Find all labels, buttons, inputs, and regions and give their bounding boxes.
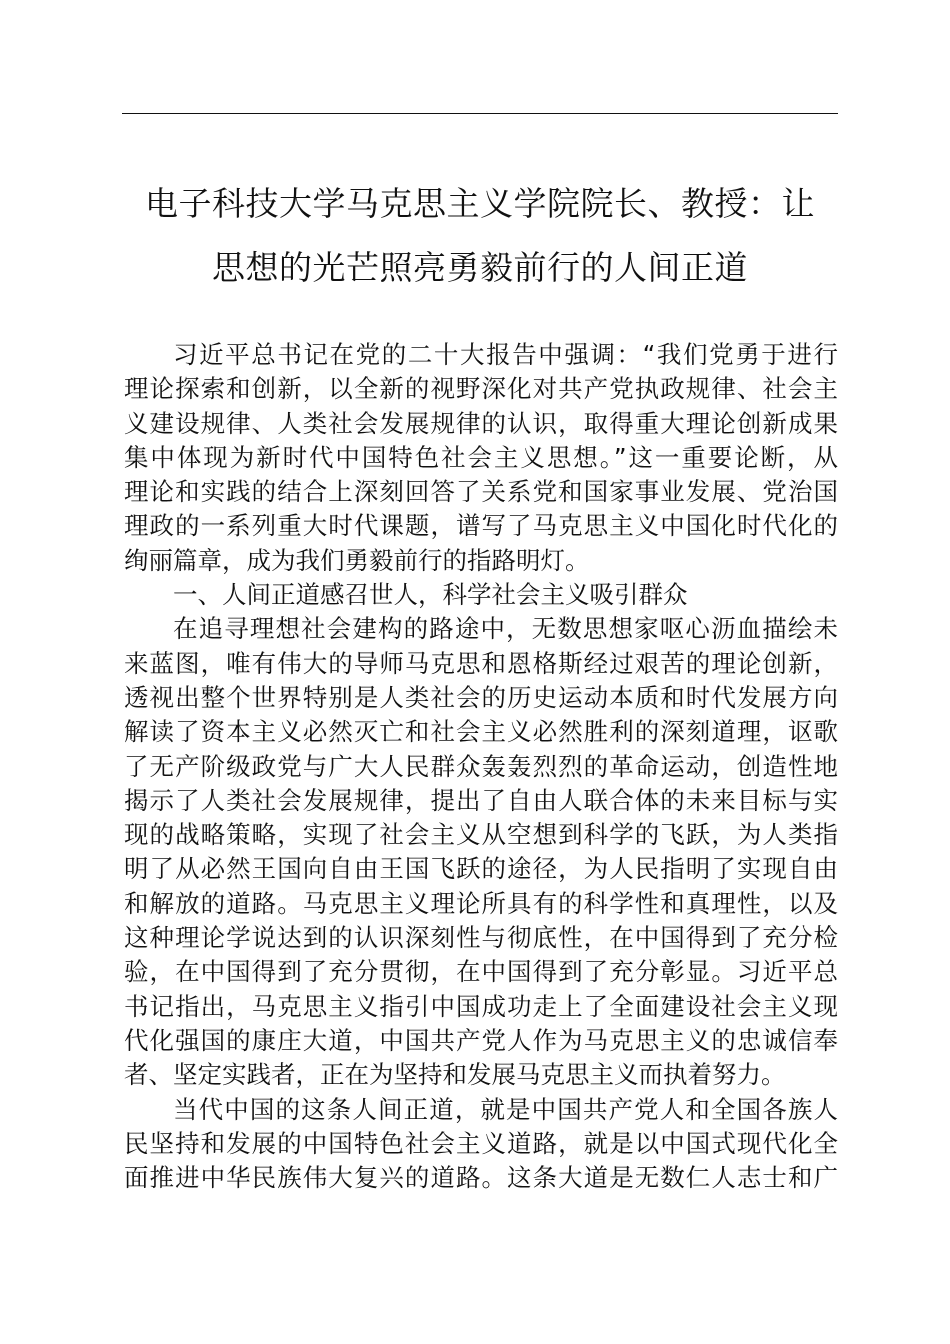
text-line: 代化强国的康庄大道，中国共产党人作为马克思主义的忠诚信奉 bbox=[124, 1025, 838, 1055]
paragraph-intro bbox=[124, 338, 838, 578]
text-line: 来蓝图，唯有伟大的导师马克思和恩格斯经过艰苦的理论创新， bbox=[124, 648, 838, 678]
title-line: 思想的光芒照亮勇毅前行的人间正道 bbox=[212, 248, 748, 287]
text-line: 理论探索和创新，以全新的视野深化对共产党执政规律、社会主 bbox=[124, 374, 838, 404]
paragraph-body bbox=[124, 612, 838, 1092]
text-line: 明了从必然王国向自由王国飞跃的途径，为人民指明了实现自由 bbox=[124, 854, 838, 884]
text-line: 义建设规律、人类社会发展规律的认识，取得重大理论创新成果 bbox=[124, 408, 838, 438]
text-line: 现的战略策略，实现了社会主义从空想到科学的飞跃，为人类指 bbox=[124, 820, 838, 850]
text-line: 集中体现为新时代中国特色社会主义思想。”这一重要论断，从 bbox=[124, 442, 838, 472]
text-line: 验，在中国得到了充分贯彻，在中国得到了充分彰显。习近平总 bbox=[124, 957, 838, 987]
document-body bbox=[124, 338, 838, 1195]
text-line: 者、坚定实践者，正在为坚持和发展马克思主义而执着努力。 bbox=[124, 1060, 786, 1090]
document-title bbox=[110, 172, 850, 300]
text-line: 习近平总书记在党的二十大报告中强调：“我们党勇于进行 bbox=[173, 340, 838, 369]
text-line: 绚丽篇章，成为我们勇毅前行的指路明灯。 bbox=[124, 545, 590, 575]
text-line: 透视出整个世界特别是人类社会的历史运动本质和时代发展方向 bbox=[124, 682, 838, 712]
text-line: 理论和实践的结合上深刻回答了关系党和国家事业发展、党治国 bbox=[124, 477, 838, 507]
text-line: 面推进中华民族伟大复兴的道路。这条大道是无数仁人志士和广 bbox=[124, 1163, 838, 1193]
text-line: 在追寻理想社会建构的路途中，无数思想家呕心沥血描绘未 bbox=[173, 614, 838, 644]
heading-line: 一、人间正道感召世人，科学社会主义吸引群众 bbox=[173, 580, 688, 610]
text-line: 和解放的道路。马克思主义理论所具有的科学性和真理性，以及 bbox=[124, 888, 838, 918]
header-rule bbox=[122, 113, 838, 114]
text-line: 解读了资本主义必然灭亡和社会主义必然胜利的深刻道理，讴歌 bbox=[124, 717, 838, 747]
text-line: 理政的一系列重大时代课题，谱写了马克思主义中国化时代化的 bbox=[124, 511, 838, 541]
text-line: 揭示了人类社会发展规律，提出了自由人联合体的未来目标与实 bbox=[124, 785, 838, 815]
title-line: 电子科技大学马克思主义学院院长、教授：让 bbox=[145, 184, 815, 223]
text-line: 书记指出，马克思主义指引中国成功走上了全面建设社会主义现 bbox=[124, 991, 838, 1021]
text-line: 当代中国的这条人间正道，就是中国共产党人和全国各族人 bbox=[173, 1094, 838, 1124]
text-line: 这种理论学说达到的认识深刻性与彻底性，在中国得到了充分检 bbox=[124, 923, 838, 953]
section-heading bbox=[124, 578, 838, 612]
paragraph-body bbox=[124, 1093, 838, 1196]
text-line: 民坚持和发展的中国特色社会主义道路，就是以中国式现代化全 bbox=[124, 1128, 838, 1158]
text-line: 了无产阶级政党与广大人民群众轰轰烈烈的革命运动，创造性地 bbox=[124, 751, 838, 781]
